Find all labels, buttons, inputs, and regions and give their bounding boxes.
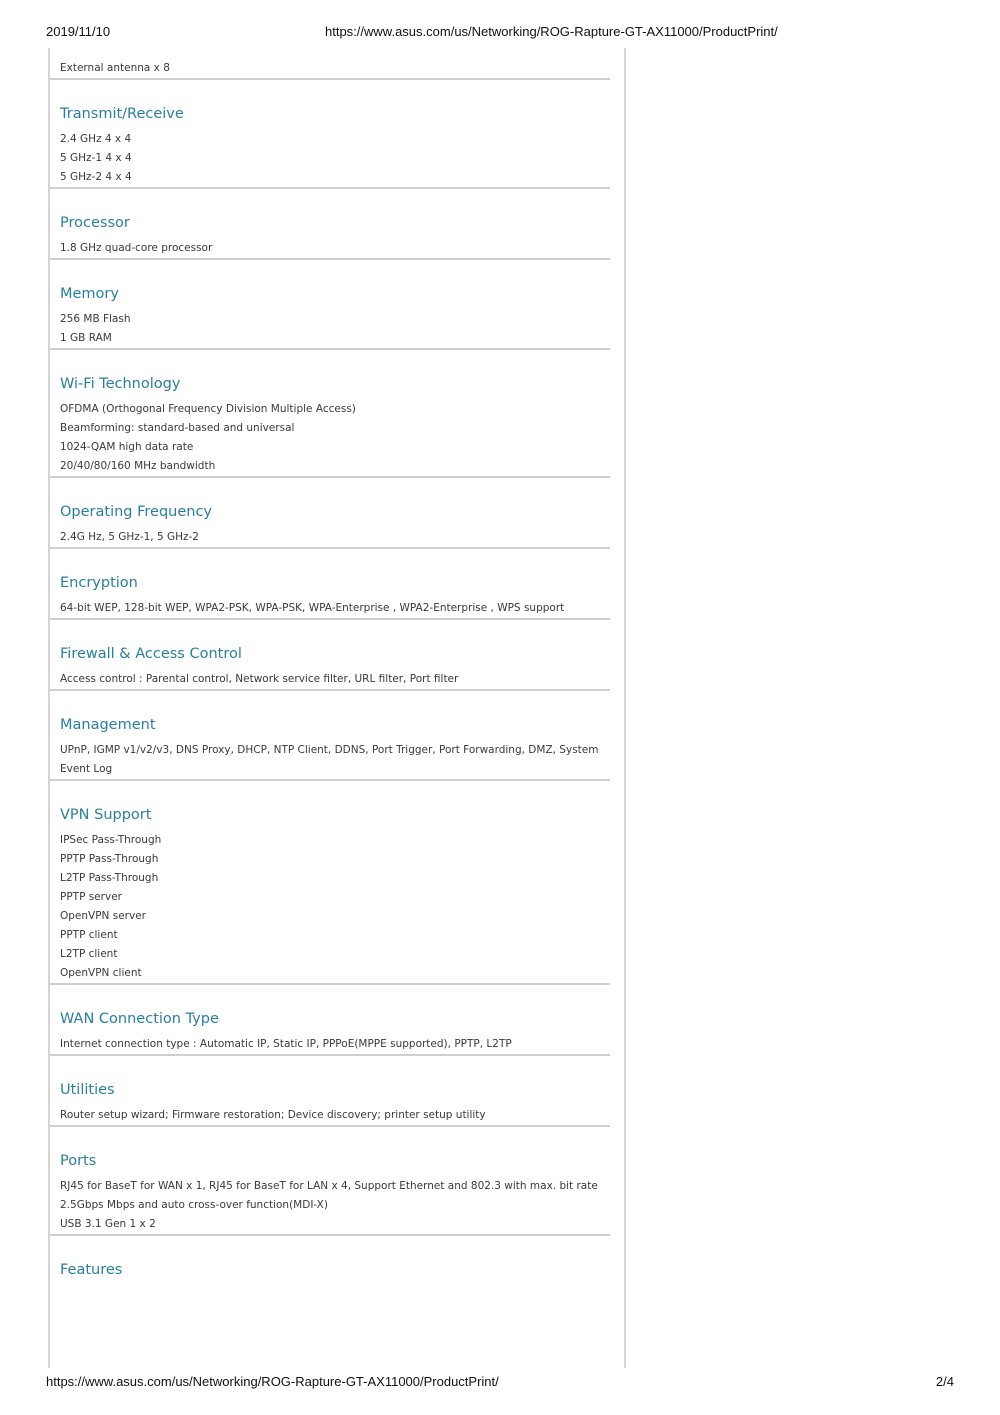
spec-section <box>50 985 610 1056</box>
spec-line: Beamforming: standard-based and universal <box>60 422 295 434</box>
spec-line: 2.4 GHz 4 x 4 <box>60 133 132 145</box>
spec-line: 64-bit WEP, 128-bit WEP, WPA2-PSK, WPA-PSK, WPA-Enterprise , WPA2-Enterprise , WPS support <box>60 602 565 614</box>
spec-antenna <box>50 48 610 80</box>
spec-section <box>50 350 610 478</box>
spec-line: External antenna x 8 <box>60 62 170 74</box>
spec-line: 5 GHz-2 4 x 4 <box>60 171 132 183</box>
spec-section <box>50 781 610 985</box>
spec-title: Ports <box>60 1153 97 1169</box>
spec-line: 256 MB Flash <box>60 313 131 325</box>
spec-body <box>60 741 610 779</box>
spec-body <box>60 130 610 187</box>
page-number: 2/4 <box>935 1374 954 1389</box>
spec-body <box>60 831 610 983</box>
spec-line: PPTP client <box>60 929 118 941</box>
spec-line: UPnP, IGMP v1/v2/v3, DNS Proxy, DHCP, NTP Client, DDNS, Port Trigger, Port Forwarding, DMZ, System <box>60 744 599 756</box>
spec-title: Processor <box>60 215 130 231</box>
spec-section <box>50 691 610 781</box>
spec-line: 20/40/80/160 MHz bandwidth <box>60 460 216 472</box>
spec-line: Event Log <box>60 763 113 775</box>
spec-body <box>60 239 610 258</box>
spec-line: 5 GHz-1 4 x 4 <box>60 152 132 164</box>
spec-section <box>50 549 610 620</box>
spec-line: PPTP server <box>60 891 122 903</box>
spec-section <box>50 80 610 189</box>
spec-body <box>60 1035 610 1054</box>
spec-title: Wi-Fi Technology <box>60 376 181 392</box>
spec-body <box>60 599 610 618</box>
spec-title: Utilities <box>60 1082 115 1098</box>
print-header <box>46 24 954 42</box>
spec-body <box>60 528 610 547</box>
spec-body <box>60 310 610 348</box>
spec-line: 2.4G Hz, 5 GHz-1, 5 GHz-2 <box>60 531 199 543</box>
print-url: https://www.asus.com/us/Networking/ROG-Rapture-GT-AX11000/ProductPrint/ <box>325 24 778 39</box>
spec-section <box>50 1127 610 1236</box>
spec-title: VPN Support <box>60 807 152 823</box>
spec-body <box>60 1177 610 1234</box>
spec-section <box>50 189 610 260</box>
spec-line: Internet connection type : Automatic IP, Static IP, PPPoE(MPPE supported), PPTP, L2TP <box>60 1038 512 1050</box>
spec-line: 1.8 GHz quad-core processor <box>60 242 213 254</box>
spec-line: IPSec Pass-Through <box>60 834 162 846</box>
spec-section <box>50 478 610 549</box>
spec-section <box>50 260 610 350</box>
spec-title: Transmit/Receive <box>60 106 184 122</box>
spec-body <box>60 1106 610 1125</box>
spec-title: Management <box>60 717 156 733</box>
spec-body <box>60 670 610 689</box>
spec-line: Router setup wizard; Firmware restoration; Device discovery; printer setup utility <box>60 1109 486 1121</box>
spec-line: RJ45 for BaseT for WAN x 1, RJ45 for BaseT for LAN x 4, Support Ethernet and 802.3 with max. bit rate <box>60 1180 598 1192</box>
print-footer <box>46 1374 954 1392</box>
spec-title: Memory <box>60 286 119 302</box>
spec-title: Features <box>60 1262 123 1278</box>
spec-line: USB 3.1 Gen 1 x 2 <box>60 1218 156 1230</box>
spec-line: OpenVPN client <box>60 967 142 979</box>
spec-line: Access control : Parental control, Network service filter, URL filter, Port filter <box>60 673 459 685</box>
spec-section <box>50 1236 610 1280</box>
spec-line: PPTP Pass-Through <box>60 853 159 865</box>
spec-section <box>50 1056 610 1127</box>
footer-url: https://www.asus.com/us/Networking/ROG-Rapture-GT-AX11000/ProductPrint/ <box>46 1374 499 1389</box>
spec-line: L2TP Pass-Through <box>60 872 159 884</box>
spec-line: 2.5Gbps Mbps and auto cross-over function(MDI-X) <box>60 1199 328 1211</box>
spec-line: OFDMA (Orthogonal Frequency Division Multiple Access) <box>60 403 356 415</box>
print-date: 2019/11/10 <box>46 24 111 39</box>
spec-antenna-body <box>60 59 610 78</box>
spec-section <box>50 620 610 691</box>
spec-line: OpenVPN server <box>60 910 146 922</box>
spec-title: WAN Connection Type <box>60 1011 219 1027</box>
spec-body <box>60 400 610 476</box>
spec-title: Firewall & Access Control <box>60 646 242 662</box>
spec-line: L2TP client <box>60 948 118 960</box>
spec-line: 1024-QAM high data rate <box>60 441 194 453</box>
spec-title: Encryption <box>60 575 138 591</box>
spec-line: 1 GB RAM <box>60 332 112 344</box>
spec-title: Operating Frequency <box>60 504 213 520</box>
spec-list <box>50 48 610 1286</box>
